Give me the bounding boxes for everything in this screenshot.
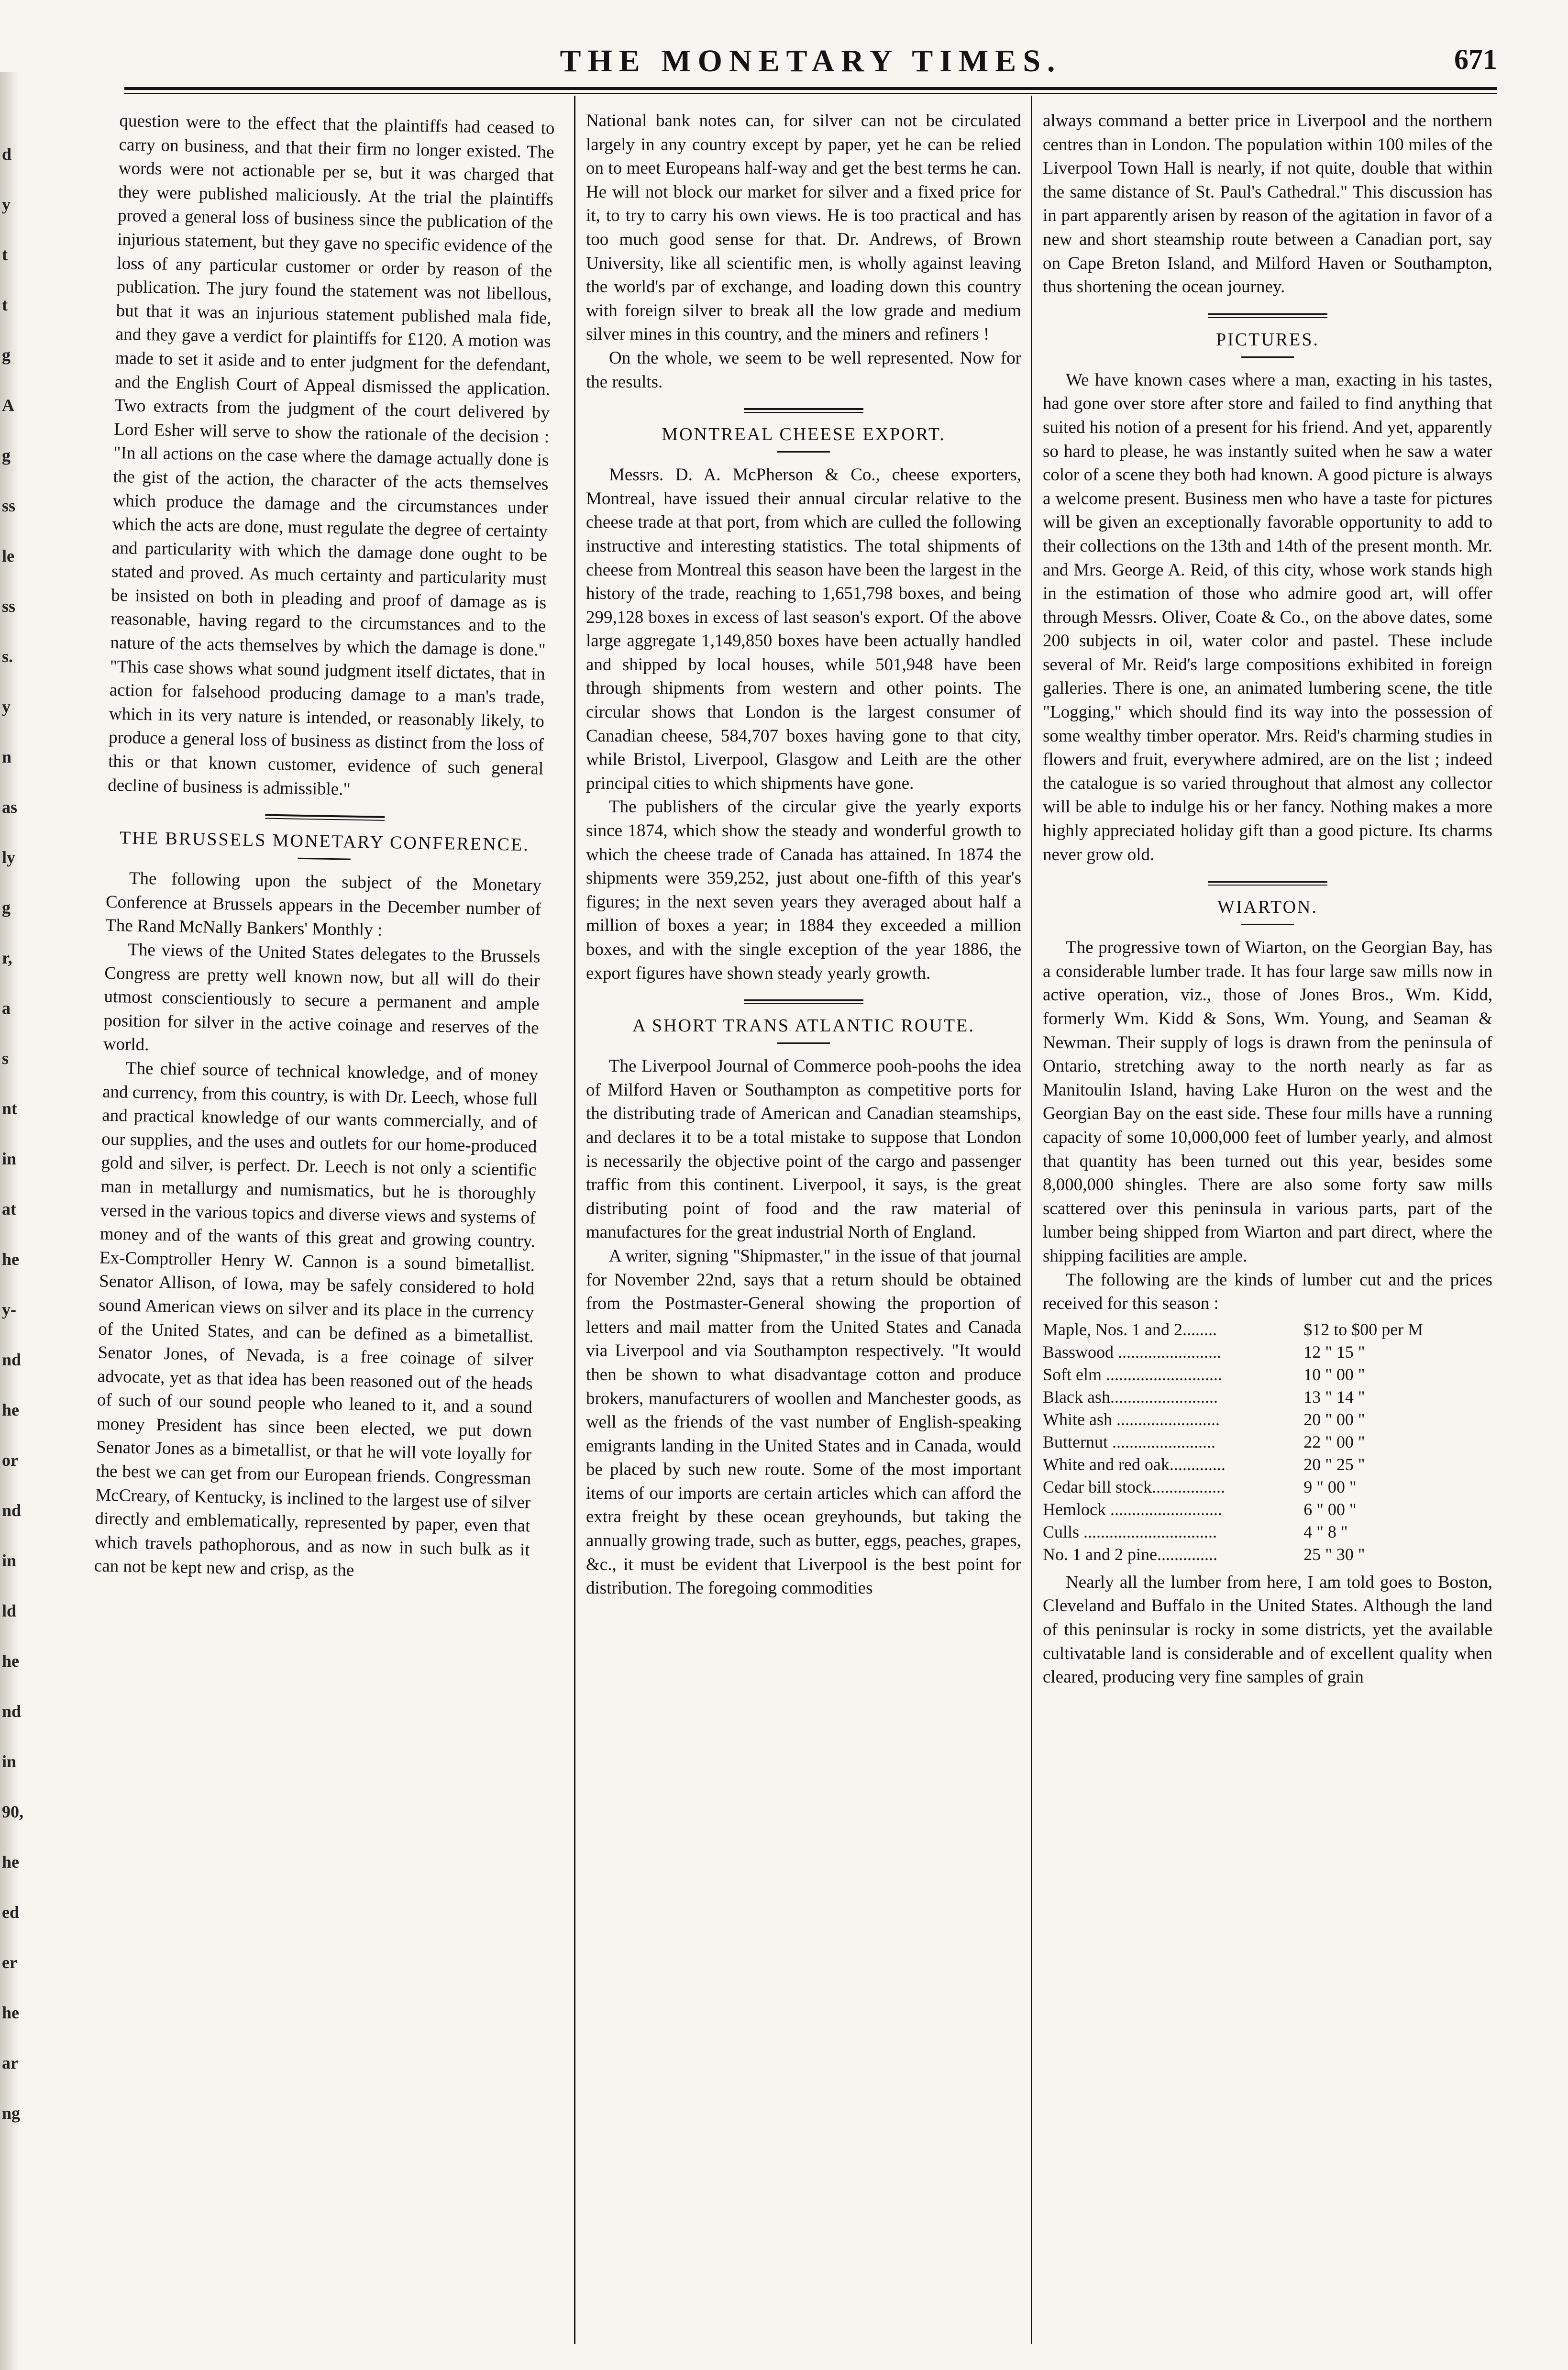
margin-fragment: he xyxy=(2,2003,19,2022)
paragraph: We have known cases where a man, exacting in his tastes, had gone over store after store and failed to find anything that suited his notion of a present for his friend. And yet, apparently so hard to please, he was instantly suited when he saw a water color of a scene they both had known. A good picture is always a welcome present. Business men who have a taste for pictures will be given an exceptionally favorable opportunity to add to their collections on the 13th and 14th of the present month. Mr. and Mrs. George A. Reid, of this city, whose work stands high in the estimation of those who admire good art, will offer through Messrs. Oliver, Coate & Co., on the above dates, some 200 subjects in oil, water color and pastel. These include several of Mr. Reid's large compositions exhibited in foreign galleries. There is one, an animated lumbering scene, the title "Logging," which should find its way into the possession of some wealthy timber operator. Mrs. Reid's charming studies in flowers and fruit, everywhere admired, are on the list ; indeed the catalogue is so varied throughout that almost any collector will be able to indulge his or her fancy. Nothing makes a more highly appreciated holiday gift than a good picture. Its charms never grow old. xyxy=(1043,370,1492,864)
margin-fragment: ss xyxy=(2,597,16,616)
section-separator xyxy=(744,408,863,413)
lumber-price: 20 " 00 " xyxy=(1303,1409,1365,1429)
margin-fragment: ng xyxy=(2,2104,21,2123)
section-separator xyxy=(744,999,863,1004)
article-heading-brussels: THE BRUSSELS MONETARY CONFERENCE. xyxy=(119,828,530,855)
paragraph: The publishers of the circular give the yearly exports since 1874, which show the steady and wonderful growth to which the cheese trade of Canada has attained. In 1874 the shipments were 359,252, just about one-fifth of this year's figures; in the next seven years they averaged about half a million of boxes a year; in 1884 they exceeded a million boxes, and with the single exception of the year 1886, the export figures have shown steady yearly growth. xyxy=(586,797,1021,983)
paragraph: question were to the effect that the plaintiffs had ceased to carry on business, and that their firm no longer existed. The words were not actionable per se, but it was charged that they were published maliciously. At the trial the plaintiffs proved a general loss of business since the publication of the injurious statement, but they gave no specific evidence of the loss of any particular customer or order by reason of the publication. The jury found the statement was not libellous, but that it was an injurious statement published mala fide, and they gave a verdict for plaintiffs for £120. A motion was made to set it aside and to enter judgment for the defendant, and the English Court of Appeal dismissed the application. Two extracts from the judgment of the court delivered by Lord Esher will serve to show the rationale of the decision : "In all actions on the case where the damage actually done is the gist of the action, the character of the acts themselves which produce the damage and the circumstances under which the acts are done, must regulate the degree of certainty and particularity with which the damage done ought to be stated and proved. As much certainty and particularity must be insisted on both in pleading and proof of damage as is reasonable, having regard to the circumstances and to the nature of the acts themselves by which the damage is done." "This case shows what sound judgment itself dictates, that in action for falsehood producing damage to a man's trade, which in its very nature is intended, or reasonably likely, to produce a general loss of business as distinct from the loss of this or that known customer, evidence of such general decline of business is admissible." xyxy=(107,111,555,799)
heading-rule xyxy=(1241,356,1294,358)
lumber-kind: Cedar bill stock................. xyxy=(1043,1477,1225,1496)
masthead-title: THE MONETARY TIMES. xyxy=(560,44,1062,78)
margin-fragment: he xyxy=(2,1651,19,1671)
header-rule xyxy=(124,87,1497,94)
margin-fragment: ed xyxy=(2,1903,19,1922)
margin-fragment: nd xyxy=(2,1702,22,1721)
price-row xyxy=(1043,1318,1492,1341)
lumber-price: $12 to $00 per M xyxy=(1303,1319,1424,1339)
page-header xyxy=(124,33,1497,86)
lumber-kind: Culls ............................... xyxy=(1043,1522,1217,1541)
lumber-kind: Black ash......................... xyxy=(1043,1387,1218,1406)
paragraph: The chief source of technical knowledge, and of money and currency, from this country, is with Dr. Leech, whose full and practical knowledge of our wants commercially, and of our supplies, and the uses and outlets for our home-produced gold and silver, is perfect. Dr. Leech is not only a scientific man in metallurgy and numismatics, but he is thoroughly versed in the various topics and diverse views and systems of money and of the wants of this great and growing country. Ex-Comptroller Henry W. Cannon is a sound bimetallist. Senator Allison, of Iowa, may be safely considered to hold sound American views on silver and its place in the currency of the United States, and can be defined as a bimetallist. Senator Jones, of Nevada, is a free coinage of silver advocate, yet as that idea has been reasoned out of the heads of such of our sound people who leaned to it, and a sound money President has since been elected, we put down Senator Jones as a bimetallist, or that he will vote loyally for the best we can get from our European friends. Congressman McCreary, of Kentucky, is inclined to the largest use of silver directly and emblematically, represented by paper, even that which travels pathophorous, and as now in such bulk as it can not be kept new and crisp, as the xyxy=(94,1058,539,1581)
article-heading-route: A SHORT TRANS ATLANTIC ROUTE. xyxy=(632,1016,975,1036)
margin-fragment: he xyxy=(2,1250,19,1269)
paragraph: On the whole, we seem to be well represented. Now for the results. xyxy=(586,348,1021,392)
margin-fragment: r, xyxy=(2,948,12,967)
margin-fragment: in xyxy=(2,1551,17,1570)
column-divider-2 xyxy=(1031,96,1032,2344)
margin-fragment: y xyxy=(2,195,11,214)
lumber-price-table xyxy=(1043,1318,1492,1566)
column-2 xyxy=(586,109,1021,2338)
lumber-kind: Butternut ........................ xyxy=(1043,1432,1215,1451)
lumber-price: 10 " 00 " xyxy=(1303,1364,1365,1384)
margin-fragment: y xyxy=(2,697,11,716)
price-row xyxy=(1043,1408,1492,1431)
paragraph: The Liverpool Journal of Commerce pooh-poohs the idea of Milford Haven or Southampton as competitive ports for the distributing trade of American and Canadian steamships, and declares it to be a total mistake to suppose that London is necessarily the objective point of the cargo and passenger traffic from this continent. Liverpool, it says, is the great distributing point of food and the raw material of manufactures for the great industrial North of England. xyxy=(586,1056,1021,1242)
margin-fragment: n xyxy=(2,747,12,766)
lumber-price: 12 " 15 " xyxy=(1303,1342,1365,1362)
paragraph: Messrs. D. A. McPherson & Co., cheese exporters, Montreal, have issued their annual circular relative to the cheese trade at that port, from which are culled the following instructive and interesting statistics. The total shipments of cheese from Montreal this season have been the largest in the history of the trade, reaching to 1,651,798 boxes, and being 299,128 boxes in excess of last season's export. Of the above large aggregate 1,149,850 boxes have been actually handled and shipped by local houses, while 501,948 have been through shipments from western and other points. The circular shows that London is the largest consumer of Canadian cheese, 584,707 boxes having gone to that city, while Bristol, Liverpool, Glasgow and Leith are the other principal cities to which shipments have gone. xyxy=(586,465,1021,793)
section-separator xyxy=(1208,881,1327,886)
margin-fragment: A xyxy=(2,396,14,415)
price-row xyxy=(1043,1363,1492,1386)
column-3 xyxy=(1043,109,1492,2338)
price-row xyxy=(1043,1453,1492,1476)
heading-rule xyxy=(1241,924,1294,925)
margin-fragment: ar xyxy=(2,2053,18,2072)
margin-fragment: d xyxy=(2,144,12,164)
section-separator xyxy=(1208,313,1327,318)
margin-fragment: g xyxy=(2,345,11,365)
heading-rule xyxy=(777,1042,830,1044)
lumber-kind: Maple, Nos. 1 and 2........ xyxy=(1043,1319,1217,1339)
margin-fragment: g xyxy=(2,446,11,465)
lumber-price: 20 " 25 " xyxy=(1303,1454,1365,1474)
price-row xyxy=(1043,1341,1492,1363)
page-gutter-shadow xyxy=(0,72,19,2370)
margin-fragment: y- xyxy=(2,1300,16,1319)
heading-rule xyxy=(298,858,351,860)
margin-fragment: nd xyxy=(2,1350,22,1369)
page-number: 671 xyxy=(1454,44,1497,75)
margin-fragment: t xyxy=(2,295,8,314)
margin-fragment: t xyxy=(2,245,8,264)
section-separator xyxy=(265,814,385,821)
paragraph: National bank notes can, for silver can not be circulated largely in any country except by paper, yet he can be relied on to meet Europeans half-way and get the best terms he can. He will not block our market for silver and a fixed price for it, to try to carry his own views. He is too practical and has too much good sense for that. Dr. Andrews, of Brown University, like all scientific men, is wholly against leaving the world's par of exchange, and loading down this country with foreign silver to break all the low grade and medium silver mines in this country, and the miners and refiners ! xyxy=(586,111,1021,344)
paragraph: The following upon the subject of the Monetary Conference at Brussels appears in the December number of The Rand McNally Bankers' Monthly : xyxy=(105,868,542,941)
margin-fragment: he xyxy=(2,1400,19,1419)
margin-fragment: le xyxy=(2,546,14,565)
lumber-kind: Hemlock .......................... xyxy=(1043,1499,1222,1519)
lumber-price: 9 " 00 " xyxy=(1303,1477,1357,1496)
margin-fragment: er xyxy=(2,1953,17,1972)
column-1 xyxy=(81,109,555,2346)
lumber-price: 6 " 00 " xyxy=(1303,1499,1357,1519)
price-row xyxy=(1043,1498,1492,1521)
margin-fragment: s xyxy=(2,1049,9,1068)
lumber-kind: Basswood ........................ xyxy=(1043,1342,1222,1362)
price-row xyxy=(1043,1543,1492,1566)
price-row xyxy=(1043,1386,1492,1408)
paragraph: The progressive town of Wiarton, on the Georgian Bay, has a considerable lumber trade. It has four large saw mills now in active operation, viz., those of Jones Bros., Wm. Kidd, formerly Wm. Kidd & Sons, Wm. Young, and Seaman & Newman. Their supply of logs is drawn from the peninsula of Ontario, stretching away to the north nearly as far as Manitoulin Island, having Lake Huron on the west and the Georgian Bay on the east side. These four mills have a running capacity of some 10,000,000 feet of lumber yearly, and almost that quantity has been turned out this year, besides some 8,000,000 shingles. There are also some forty saw mills scattered over this peninsula in various parts, part of the lumber being shipped from Wiarton and part direct, where the shipping facilities are ample. xyxy=(1043,938,1492,1266)
margin-fragment: in xyxy=(2,1752,17,1771)
paragraph: Nearly all the lumber from here, I am told goes to Boston, Cleveland and Buffalo in the United States. Although the land of this peninsular is rocky in some districts, yet the available cultivatable land is considerable and of excellent quality when cleared, producing very fine samples of grain xyxy=(1043,1572,1492,1687)
paragraph: always command a better price in Liverpool and the northern centres than in London. The population within 100 miles of the Liverpool Town Hall is nearly, if not quite, double that within the same distance of St. Paul's Cathedral." This discussion has in part apparently arisen by reason of the agitation in favor of a new and short steamship route between a Canadian port, say on Cape Breton Island, and Milford Haven or Southampton, thus shortening the ocean journey. xyxy=(1043,111,1492,297)
price-row xyxy=(1043,1476,1492,1498)
lumber-kind: White ash ........................ xyxy=(1043,1409,1220,1429)
margin-fragment: he xyxy=(2,1852,19,1872)
paragraph: The following are the kinds of lumber cut and the prices received for this season : xyxy=(1043,1270,1492,1314)
lumber-price: 13 " 14 " xyxy=(1303,1387,1365,1406)
lumber-kind: No. 1 and 2 pine.............. xyxy=(1043,1544,1217,1564)
margin-fragment: ld xyxy=(2,1601,17,1620)
margin-fragment: a xyxy=(2,998,11,1018)
margin-fragment: as xyxy=(2,797,18,817)
margin-fragment: g xyxy=(2,898,11,917)
heading-rule xyxy=(777,451,830,453)
paragraph: The views of the United States delegates to the Brussels Congress are pretty well known now, but all will do their utmost conscientiously to secure a permanent and ample position for silver in the active coinage and reserves of the world. xyxy=(103,940,541,1055)
margin-fragment: nd xyxy=(2,1501,22,1520)
article-heading-pictures: PICTURES. xyxy=(1216,329,1319,350)
lumber-price: 22 " 00 " xyxy=(1303,1432,1365,1451)
margin-fragment: ly xyxy=(2,848,16,867)
margin-fragment: s. xyxy=(2,647,13,666)
lumber-kind: White and red oak............. xyxy=(1043,1454,1226,1474)
lumber-price: 4 " 8 " xyxy=(1303,1522,1348,1541)
article-heading-cheese: MONTREAL CHEESE EXPORT. xyxy=(662,424,946,445)
margin-fragment: nt xyxy=(2,1099,18,1118)
margin-fragment: 90, xyxy=(2,1802,23,1821)
column-divider-1 xyxy=(574,96,575,2344)
margin-fragment: or xyxy=(2,1451,18,1470)
paragraph: A writer, signing "Shipmaster," in the issue of that journal for November 22nd, says that a return should be obtained from the Postmaster-General showing the proportion of letters and mail matter from the United States and Canada via Liverpool and via Southampton respectively. "It would then be shown to what disadvantage cotton and produce brokers, manufacturers of woollen and Manchester goods, as well as the friends of the vast number of English-speaking emigrants landing in the United States and in Canada, would be placed by such new route. Some of the most important items of our imports are certain articles which can afford the extra freight by these ocean greyhounds, but taking the annually growing trade, such as butter, eggs, peaches, grapes, &c., it must be evident that Liverpool is the best point for distribution. The foregoing commodities xyxy=(586,1246,1021,1598)
lumber-price: 25 " 30 " xyxy=(1303,1544,1365,1564)
margin-fragment: in xyxy=(2,1149,17,1168)
lumber-kind: Soft elm ........................... xyxy=(1043,1364,1222,1384)
margin-fragment: at xyxy=(2,1199,16,1218)
margin-fragment: ss xyxy=(2,496,16,515)
price-row xyxy=(1043,1521,1492,1543)
price-row xyxy=(1043,1431,1492,1453)
article-heading-wiarton: WIARTON. xyxy=(1217,897,1318,918)
